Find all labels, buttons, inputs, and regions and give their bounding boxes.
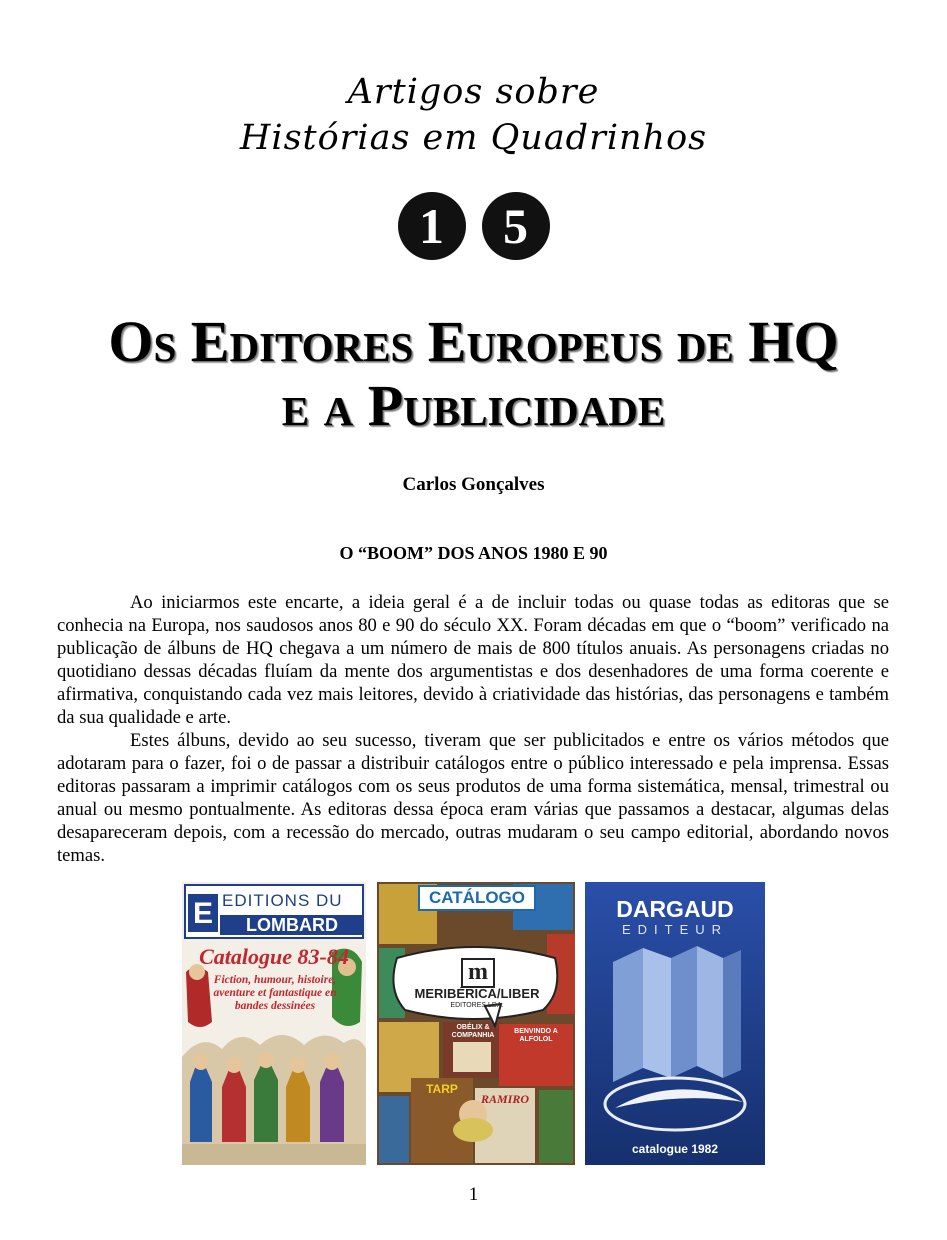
lombard-catalogue-cover (182, 882, 366, 1165)
article-body (57, 591, 889, 867)
article-title-line-1: Os Editores Europeus de HQ (108, 309, 839, 374)
dargaud-catalogue-cover (585, 882, 765, 1165)
lombard-brand: LOMBARD (246, 915, 338, 935)
page-number: 1 (468, 1184, 479, 1205)
lombard-top-line: EDITIONS DU (222, 891, 343, 910)
dargaud-brand: DARGAUD (616, 896, 734, 922)
album-label: TARP (426, 1082, 458, 1096)
lombard-subtitle: Fiction, humour, histoire, aventure et fantastique en bandes dessinées (213, 974, 337, 1012)
meriberica-catalogue-cover (377, 882, 575, 1165)
body-paragraph: Ao iniciarmos este encarte, a ideia geral é a de incluir todas ou quase todas as editoras que se conhecia na Europa, nos saudosos anos 80 e 90 do século XX. Foram décadas em que o “boom” verificado na publicação de álbuns de HQ chegava a um número de mais de 800 títulos anuais. As personagens criadas no quotidiano dessas décadas fluíam da mente dos argumentistas e dos desenhadores de uma forma coerente e afirmativa, conquistando cada vez mais leitores, devido à criatividade das histórias, das personagens e também da sua qualidade e arte. (57, 592, 889, 728)
album-label: BENVINDO A ALFOLOL (514, 1028, 558, 1043)
series-title-line-2: Histórias em Quadrinhos (239, 118, 708, 158)
lombard-catalogue-label: Catalogue 83-84 (199, 944, 349, 969)
meriberica-logo-icon: m (461, 958, 495, 988)
series-title-line-1: Artigos sobre (347, 72, 600, 112)
article-title-line-2: e a Publicidade (281, 373, 666, 438)
article-number (0, 192, 947, 260)
album-label: OBÉLIX & COMPANHIA (451, 1024, 495, 1039)
dargaud-footer: catalogue 1982 (631, 1142, 719, 1156)
meriberica-tagline: EDITORES LDA. (450, 1002, 504, 1009)
body-paragraph: Estes álbuns, devido ao seu sucesso, tiveram que ser publicitados e entre os vários métodos que adotaram para o fazer, foi o de passar a distribuir catálogos entre o público interessado e pela imprensa. Essas editoras passaram a imprimir catálogos com os seus produtos de uma forma sistemática, mensal, trimestral ou anual ou mesmo pontualmente. As editoras dessa época eram várias que passamos a destacar, algumas delas desapareceram depois, com a recessão do mercado, outras mudaram o seu campo editorial, abordando novos temas. (57, 730, 889, 866)
author-name: Carlos Gonçalves (402, 474, 545, 495)
catalogue-covers (0, 882, 947, 1165)
dargaud-sub: EDITEUR (621, 922, 729, 937)
article-number-digit: 1 (398, 192, 466, 260)
section-heading: O “BOOM” DOS ANOS 1980 E 90 (339, 543, 608, 563)
album-label: RAMIRO (480, 1092, 530, 1106)
lombard-logo-icon: E (192, 897, 213, 930)
meriberica-header: CATÁLOGO (428, 888, 525, 907)
meriberica-brand: MERIBÉRICA/LIBER (414, 986, 540, 1001)
article-number-digit: 5 (482, 192, 550, 260)
